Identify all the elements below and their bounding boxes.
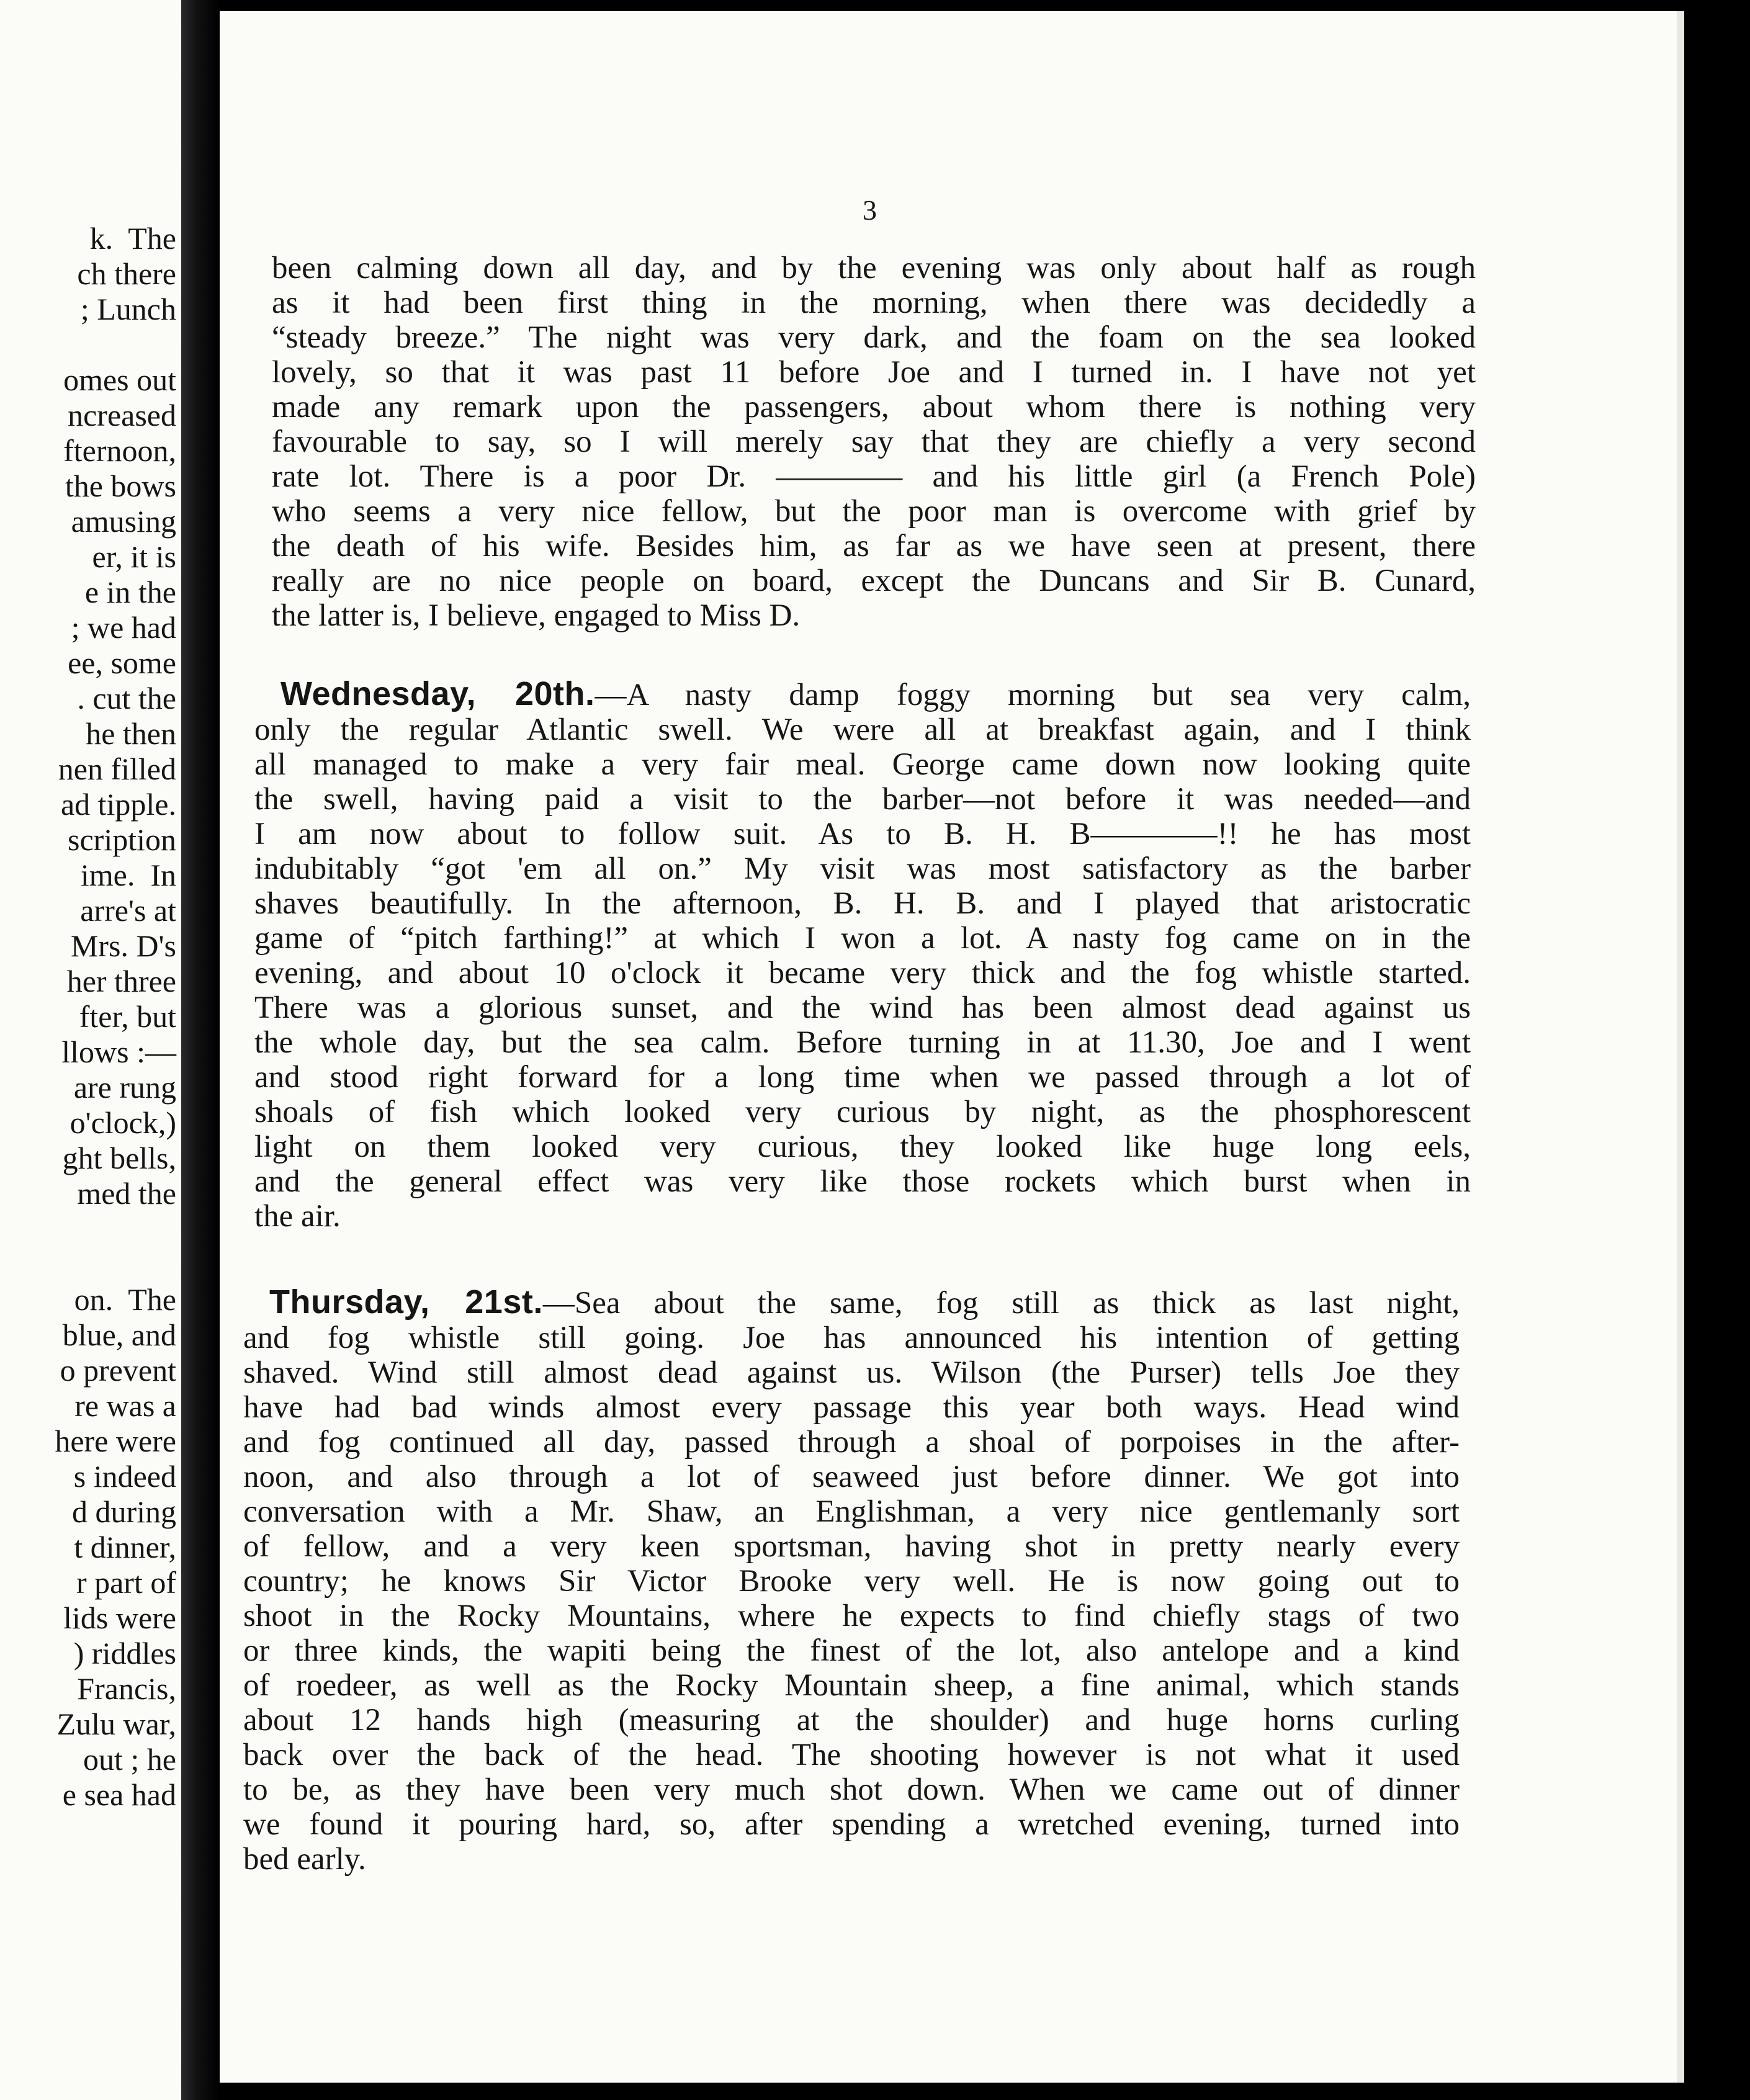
entry-line [243,1321,1460,1355]
entry-line [272,320,1476,355]
previous-page-line: re was a [74,1388,176,1423]
previous-page-line: lids were [63,1600,176,1635]
entry-line-text: the swell, having paid a visit to the barber—not before it was needed—and [254,782,1471,817]
entry-line [272,598,1476,633]
previous-page-line: here were [55,1424,176,1458]
entry-line-text: have had bad winds almost every passage this year both ways. Head wind [243,1390,1460,1425]
previous-page-line [55,1211,176,1247]
entry-line-text: or three kinds, the wapiti being the finest of the lot, also antelope and a kind [243,1633,1460,1668]
entry-line-text: light on them looked very curious, they looked like huge long eels, [254,1129,1471,1164]
diary-entry-continued [272,251,1476,633]
previous-page-line: ee, some [68,645,176,680]
entry-line-text: back over the back of the head. The shooting however is not what it used [243,1738,1460,1772]
previous-page-line: nen filled [58,752,176,786]
entry-line [272,529,1476,563]
entry-line-text: only the regular Atlantic swell. We were all at breakfast again, and I think [254,712,1471,747]
entry-first-line [254,676,1471,712]
previous-page-line: med the [77,1176,176,1211]
entry-date-heading: Wednesday, 20th. [280,675,595,712]
previous-page-line: ime. In [80,858,176,892]
entry-line [272,285,1476,320]
entry-line [254,1129,1471,1164]
entry-line [254,1025,1471,1060]
previous-page-line: Mrs. D's [70,928,176,963]
entry-line [243,1425,1460,1460]
previous-page-line: amusing [71,504,176,539]
entry-line-text: all managed to make a very fair meal. George came down now looking quite [254,747,1471,782]
entry-line-text: of roedeer, as well as the Rocky Mountain sheep, a fine animal, which stands [243,1668,1460,1703]
previous-page-line: on. The [74,1282,176,1317]
entry-line [243,1703,1460,1738]
previous-page-line: o prevent [60,1353,176,1388]
entry-line [272,390,1476,424]
entry-line [243,1772,1460,1807]
previous-page-line: omes out [63,362,176,397]
entry-line-text: shaved. Wind still almost dead against us. Wilson (the Purser) tells Joe they [243,1355,1460,1390]
entry-line-text: shaves beautifully. In the afternoon, B. H. B. and I played that aristocratic [254,886,1471,921]
previous-page-line: e sea had [62,1777,176,1812]
entry-line-text: I am now about to follow suit. As to B. H. B————!! he has most [254,817,1471,851]
entry-line [254,990,1471,1025]
entry-line-text: game of “pitch farthing!” at which I won a lot. A nasty fog came on in the [254,921,1471,956]
previous-page-line: ) riddles [73,1636,176,1671]
entry-line [272,251,1476,285]
previous-page-line: r part of [76,1565,176,1600]
entry-line [254,782,1471,817]
entry-line [243,1564,1460,1599]
book-gutter [181,0,220,2100]
entry-line-text: rate lot. There is a poor Dr. ———— and his little girl (a French Pole) [272,459,1476,494]
entry-first-line-text: —A nasty damp foggy morning but sea very calm, [595,678,1471,712]
entry-line-text: “steady breeze.” The night was very dark, and the foam on the sea looked [272,320,1476,355]
previous-page-line: ncreased [68,398,176,433]
entry-line [243,1460,1460,1494]
previous-page-line: the bows [65,469,176,503]
entry-line [243,1738,1460,1772]
previous-page-line: fter, but [79,999,176,1034]
entry-line-text: who seems a very nice fellow, but the poor man is overcome with grief by [272,494,1476,529]
entry-line-text: favourable to say, so I will merely say that they are chiefly a very second [272,424,1476,459]
entry-line-text: the death of his wife. Besides him, as far as we have seen at present, there [272,529,1476,563]
entry-line-text: lovely, so that it was past 11 before Joe and I turned in. I have not yet [272,355,1476,390]
entry-line [272,459,1476,494]
diary-entry-thursday [243,1285,1460,1877]
entry-line-text: shoals of fish which looked very curious by night, as the phosphorescent [254,1095,1471,1129]
previous-page-line: llows :— [61,1034,176,1069]
previous-page-line: ght bells, [62,1141,176,1175]
entry-first-line-text: —Sea about the same, fog still as thick as last night, [542,1286,1460,1321]
entry-line [243,1355,1460,1390]
entry-line-text: the whole day, but the sea calm. Before turning in at 11.30, Joe and I went [254,1025,1471,1060]
previous-page-line: o'clock,) [70,1105,176,1140]
previous-page-line: ch there [77,256,176,291]
entry-line-text: we found it pouring hard, so, after spending a wretched evening, turned into [243,1807,1460,1842]
entry-line [243,1807,1460,1842]
previous-page-line: t dinner, [74,1530,176,1564]
entry-line-text: There was a glorious sunset, and the wind has been almost dead against us [254,990,1471,1025]
entry-line [254,817,1471,851]
diary-entry-wednesday [254,676,1471,1234]
previous-page-line [55,1247,176,1282]
previous-page-line: blue, and [62,1317,176,1352]
previous-page-line: ad tipple. [60,787,176,822]
entry-line-text: of fellow, and a very keen sportsman, having shot in pretty nearly every [243,1529,1460,1564]
entry-line [254,921,1471,956]
entry-line [243,1599,1460,1633]
previous-page-line: he then [86,716,176,751]
page-number: 3 [863,194,877,226]
entry-line [243,1633,1460,1668]
entry-line [254,1199,1471,1234]
entry-line-text: made any remark upon the passengers, about whom there is nothing very [272,390,1476,424]
previous-page-line: e in the [84,575,176,609]
previous-page-line: out ; he [83,1742,176,1777]
previous-page-line: . cut the [77,681,176,716]
entry-date-heading: Thursday, 21st. [269,1283,543,1321]
entry-line-text: evening, and about 10 o'clock it became very thick and the fog whistle started. [254,956,1471,990]
entry-line-text: to be, as they have been very much shot down. When we came out of dinner [243,1772,1460,1807]
previous-page-text [55,221,176,1813]
previous-page-line: Zulu war, [56,1707,176,1741]
entry-line [243,1529,1460,1564]
previous-page-fragment [0,0,181,2100]
previous-page-line: Francis, [77,1671,176,1706]
page-edge [1677,11,1684,2083]
previous-page-line: are rung [73,1070,176,1105]
entry-line-text: the latter is, I believe, engaged to Miss D. [272,598,801,633]
entry-line-text: the air. [254,1199,341,1234]
previous-page-line: ; we had [71,610,176,645]
entry-line-text: been calming down all day, and by the evening was only about half as rough [272,251,1476,285]
entry-line-text: indubitably “got 'em all on.” My visit was most satisfactory as the barber [254,851,1471,886]
entry-line [243,1390,1460,1425]
entry-line-text: bed early. [243,1842,366,1877]
entry-line-text: shoot in the Rocky Mountains, where he expects to find chiefly stags of two [243,1599,1460,1633]
entry-line-text: country; he knows Sir Victor Brooke very well. He is now going out to [243,1564,1460,1599]
entry-line [254,1060,1471,1095]
previous-page-line: arre's at [80,893,176,928]
entry-line [243,1494,1460,1529]
entry-line [272,355,1476,390]
entry-line [243,1668,1460,1703]
previous-page-line: d during [71,1494,176,1529]
previous-page-line: fternoon, [63,433,176,468]
entry-line-text: really are no nice people on board, except the Duncans and Sir B. Cunard, [272,563,1476,598]
entry-line-text: conversation with a Mr. Shaw, an Englishman, a very nice gentlemanly sort [243,1494,1460,1529]
entry-line-text: and fog whistle still going. Joe has announced his intention of getting [243,1321,1460,1355]
entry-line-text: as it had been first thing in the morning, when there was decidedly a [272,285,1476,320]
entry-line [272,424,1476,459]
previous-page-line: scription [68,822,176,857]
entry-line [254,712,1471,747]
entry-line [254,1164,1471,1199]
entry-line-text: and fog continued all day, passed through a shoal of porpoises in the after- [243,1425,1460,1460]
previous-page-line [55,327,176,362]
entry-line [243,1842,1460,1877]
entry-line-text: and stood right forward for a long time when we passed through a lot of [254,1060,1471,1095]
previous-page-line: s indeed [73,1459,176,1494]
entry-line [272,563,1476,598]
diary-page [220,11,1677,2083]
entry-line [254,956,1471,990]
previous-page-line: ; Lunch [80,292,176,326]
entry-line [272,494,1476,529]
entry-line-text: about 12 hands high (measuring at the shoulder) and huge horns curling [243,1703,1460,1738]
entry-line [254,747,1471,782]
entry-line [254,851,1471,886]
previous-page-line: er, it is [92,539,176,574]
entry-line-text: and the general effect was very like those rockets which burst when in [254,1164,1471,1199]
entry-line [254,1095,1471,1129]
entry-line [254,886,1471,921]
previous-page-line: her three [66,964,176,998]
entry-first-line [243,1285,1460,1321]
previous-page-line: k. The [89,221,176,256]
entry-line-text: noon, and also through a lot of seaweed just before dinner. We got into [243,1460,1460,1494]
